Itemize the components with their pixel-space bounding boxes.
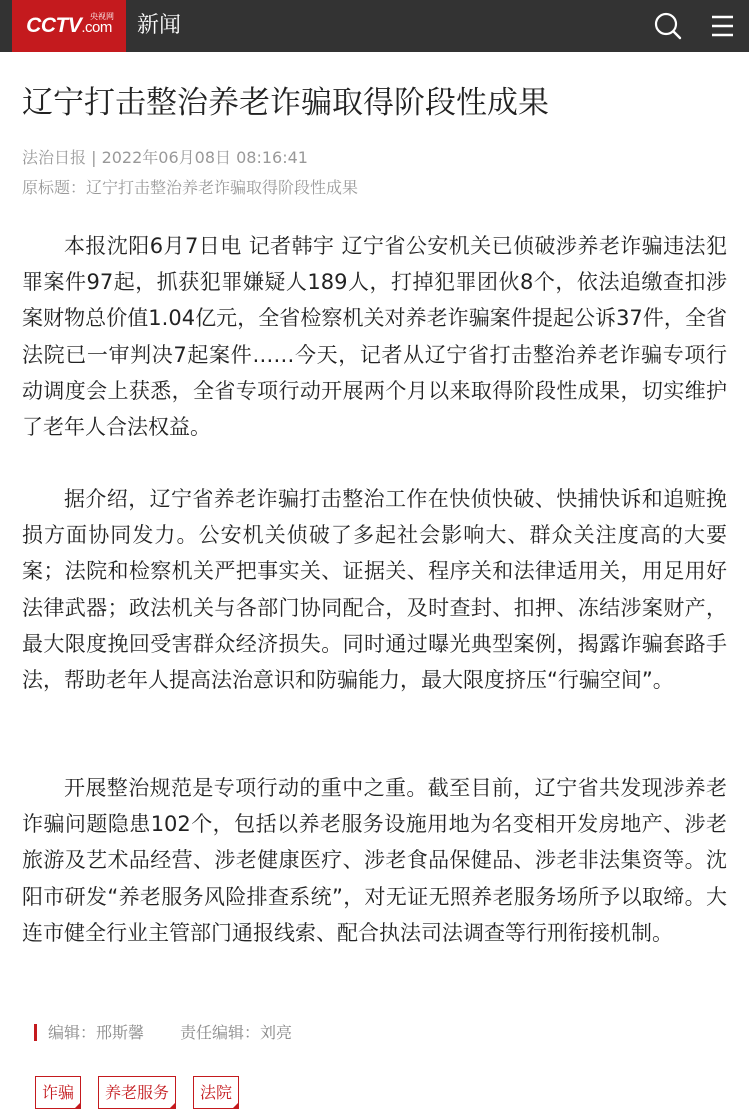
logo-chinese-text: 央视网 (90, 12, 114, 21)
tag-elderly-care[interactable]: 养老服务 (98, 1076, 176, 1109)
article-title: 辽宁打击整治养老诈骗取得阶段性成果 (22, 85, 549, 121)
article-meta: 法治日报 | 2022年06月08日 08:16:41 (22, 148, 308, 167)
logo-text: CCTV.com (26, 14, 112, 37)
tag-court[interactable]: 法院 (193, 1076, 239, 1109)
article-paragraph: 开展整治规范是专项行动的重中之重。截至目前，辽宁省共发现涉养老诈骗问题隐患102个，包括以养老服务设施用地为名变相开发房地产、涉老旅游及艺术品经营、涉老健康医疗、涉老食品保健品、涉老非法集资等。沈阳市研发“养老服务风险排查系统”，对无证无照养老服务场所予以取缔。大连市健全行业主管部门通报线索、配合执法司法调查等行刑衔接机制。 (22, 776, 727, 945)
original-title: 原标题：辽宁打击整治养老诈骗取得阶段性成果 (22, 178, 359, 197)
chief-editor-label: 责任编辑：刘亮 (180, 1023, 293, 1042)
section-title[interactable]: 新闻 (137, 13, 182, 38)
menu-button[interactable] (704, 8, 740, 44)
article-paragraph: 本报沈阳6月7日电 记者韩宇 辽宁省公安机关已侦破涉养老诈骗违法犯罪案件97起，抓获犯罪嫌疑人189人，打掉犯罪团伙8个，依法追缴查扣涉案财物总价值1.04亿元，全省检察机关对养老诈骗案件提起公诉37件，全省法院已一审判决7起案件……今天，记者从辽宁省打击整治养老诈骗专项行动调度会上获悉，全省专项行动开展两个月以来取得阶段性成果，切实维护了老年人合法权益。 (22, 234, 727, 440)
hamburger-menu-icon (704, 8, 740, 44)
top-navigation-bar (0, 0, 749, 52)
search-button[interactable] (650, 8, 686, 44)
cctv-logo[interactable] (12, 0, 126, 52)
tag-fraud[interactable]: 诈骗 (35, 1076, 81, 1109)
editor-label: 编辑：邢斯馨 (48, 1023, 145, 1042)
search-icon (650, 8, 686, 44)
editor-accent-bar (34, 1024, 37, 1041)
article-paragraph: 据介绍，辽宁省养老诈骗打击整治工作在快侦快破、快捕快诉和追赃挽损方面协同发力。公安机关侦破了多起社会影响大、群众关注度高的大要案；法院和检察机关严把事实关、证据关、程序关和法律适用关，用足用好法律武器；政法机关与各部门协同配合，及时查封、扣押、冻结涉案财产，最大限度挽回受害群众经济损失。同时通过曝光典型案例，揭露诈骗套路手法，帮助老年人提高法治意识和防骗能力，最大限度挤压“行骗空间”。 (22, 487, 727, 693)
